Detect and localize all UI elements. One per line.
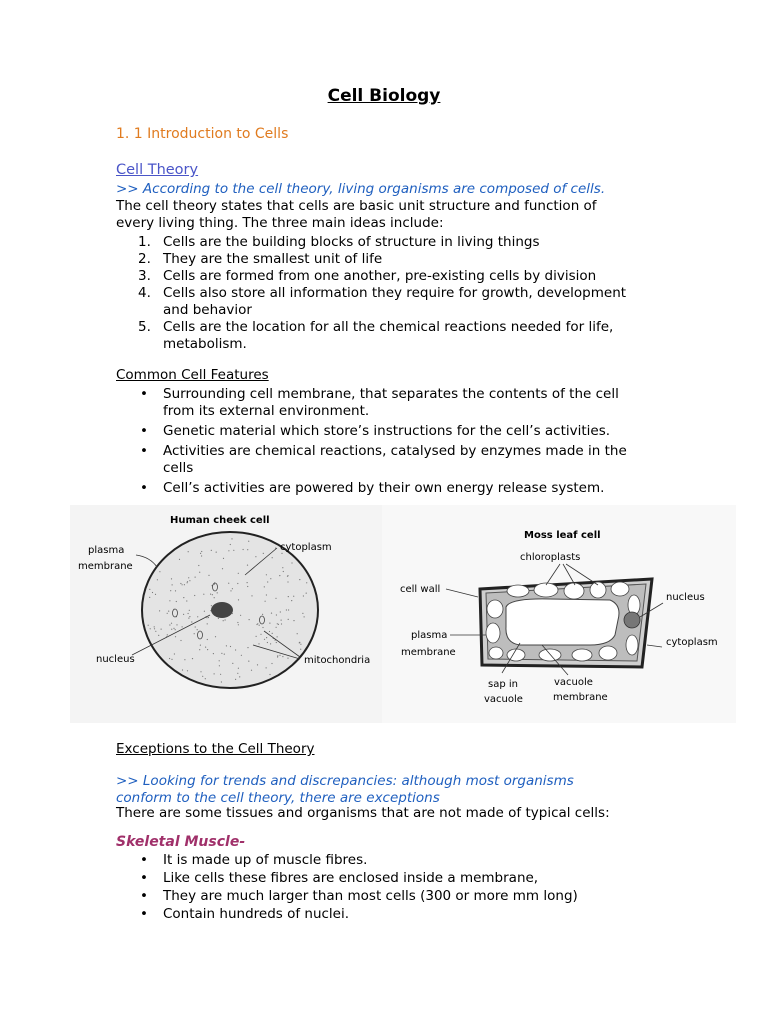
- cytoplasm-dot: [207, 623, 208, 624]
- cytoplasm-dot: [207, 649, 208, 650]
- cytoplasm-dot: [291, 562, 292, 563]
- cytoplasm-dot: [269, 631, 270, 632]
- cytoplasm-dot: [203, 594, 204, 595]
- cytoplasm-dot: [214, 673, 215, 674]
- cytoplasm-dot: [172, 584, 173, 585]
- cytoplasm-dot: [271, 613, 272, 614]
- cytoplasm-dot: [239, 676, 240, 677]
- list-marker: •: [140, 480, 148, 496]
- list-item-text: They are the smallest unit of life: [163, 251, 383, 267]
- list-item-text: cells: [163, 460, 194, 476]
- cytoplasm-dot: [199, 649, 200, 650]
- list-marker: •: [140, 443, 148, 459]
- cytoplasm-dot: [228, 583, 229, 584]
- cytoplasm-dot: [182, 626, 183, 627]
- cytoplasm-dot: [150, 628, 151, 629]
- cytoplasm-dot: [264, 586, 265, 587]
- cytoplasm-dot: [221, 653, 222, 654]
- cytoplasm-dot: [205, 647, 206, 648]
- cytoplasm-dot: [293, 596, 294, 597]
- cytoplasm-dot: [300, 644, 301, 645]
- cytoplasm-dot: [235, 679, 236, 680]
- cytoplasm-dot: [266, 637, 267, 638]
- cytoplasm-dot: [257, 623, 258, 624]
- cytoplasm-dot: [266, 574, 267, 575]
- cytoplasm-dot: [215, 636, 216, 637]
- cytoplasm-dot: [180, 583, 181, 584]
- cytoplasm-dot: [189, 610, 190, 611]
- cytoplasm-dot: [269, 623, 270, 624]
- cytoplasm-dot: [180, 640, 181, 641]
- list-item: [116, 852, 578, 869]
- label-mitochondria: mitochondria: [304, 655, 371, 666]
- cytoplasm-dot: [304, 616, 305, 617]
- cytoplasm-dot: [213, 653, 214, 654]
- cytoplasm-dot: [260, 634, 261, 635]
- cytoplasm-dot: [299, 642, 300, 643]
- cytoplasm-dot: [228, 550, 229, 551]
- cytoplasm-dot: [187, 582, 188, 583]
- cytoplasm-dot: [238, 668, 239, 669]
- label-cell-wall: cell wall: [400, 584, 441, 595]
- list-marker: •: [140, 852, 148, 868]
- cytoplasm-dot: [205, 678, 206, 679]
- label-moss-nucleus: nucleus: [666, 592, 705, 603]
- cytoplasm-dot: [189, 580, 190, 581]
- cytoplasm-dot: [266, 667, 267, 668]
- cytoplasm-dot: [201, 551, 202, 552]
- list-item-text: Cell’s activities are powered by their own energy release system.: [163, 480, 605, 496]
- cytoplasm-dot: [287, 575, 288, 576]
- cytoplasm-dot: [230, 590, 231, 591]
- cheek-nucleus-shape: [211, 602, 233, 618]
- cytoplasm-dot: [219, 665, 220, 666]
- cell-theory-heading: Cell Theory: [116, 162, 199, 178]
- cytoplasm-dot: [191, 621, 192, 622]
- cytoplasm-dot: [280, 611, 281, 612]
- skeletal-muscle-list: [116, 852, 578, 924]
- list-item: [116, 268, 626, 285]
- cytoplasm-dot: [198, 565, 199, 566]
- list-item-text: It is made up of muscle fibres.: [163, 852, 368, 868]
- cytoplasm-dot: [223, 558, 224, 559]
- list-item: [116, 251, 626, 268]
- cytoplasm-dot: [167, 634, 168, 635]
- cytoplasm-dot: [269, 674, 270, 675]
- cytoplasm-dot: [275, 598, 276, 599]
- cytoplasm-dot: [247, 586, 248, 587]
- list-item-text: Contain hundreds of nuclei.: [163, 906, 350, 922]
- page-title: Cell Biology: [327, 86, 441, 106]
- cytoplasm-dot: [155, 631, 156, 632]
- cytoplasm-dot: [169, 600, 170, 601]
- list-marker: •: [140, 888, 148, 904]
- cytoplasm-dot: [217, 592, 218, 593]
- cytoplasm-dot: [161, 629, 162, 630]
- cytoplasm-dot: [192, 658, 193, 659]
- cytoplasm-dot: [175, 590, 176, 591]
- cytoplasm-dot: [256, 636, 257, 637]
- list-item-text: Cells are the location for all the chemical reactions needed for life,: [163, 319, 614, 335]
- list-item: [116, 443, 627, 477]
- cytoplasm-dot: [171, 623, 172, 624]
- cytoplasm-dot: [240, 615, 241, 616]
- cytoplasm-dot: [287, 581, 288, 582]
- list-item: [116, 285, 626, 319]
- list-item: [116, 423, 627, 440]
- moss-nucleus-shape: [624, 612, 640, 628]
- cytoplasm-dot: [200, 645, 201, 646]
- label-vacuole-membrane: membrane: [553, 692, 608, 703]
- moss-vacuole-shape: [506, 599, 619, 645]
- cytoplasm-dot: [195, 626, 196, 627]
- cytoplasm-dot: [257, 664, 258, 665]
- cytoplasm-dot: [202, 676, 203, 677]
- cytoplasm-dot: [300, 649, 301, 650]
- cytoplasm-dot: [197, 629, 198, 630]
- list-marker: 5.: [138, 319, 151, 335]
- common-features-heading: Common Cell Features: [116, 367, 269, 383]
- list-item-text: Cells also store all information they require for growth, development: [163, 285, 627, 301]
- cytoplasm-dot: [148, 625, 149, 626]
- cytoplasm-dot: [169, 624, 170, 625]
- cytoplasm-dot: [237, 583, 238, 584]
- label-moss-membrane: membrane: [401, 647, 456, 658]
- list-marker: 4.: [138, 285, 151, 301]
- cytoplasm-dot: [247, 647, 248, 648]
- list-item-text: and behavior: [163, 302, 252, 318]
- label-cytoplasm: cytoplasm: [280, 542, 332, 553]
- cytoplasm-dot: [208, 575, 209, 576]
- cytoplasm-dot: [188, 618, 189, 619]
- label-sap-vacuole: vacuole: [484, 694, 523, 705]
- cytoplasm-dot: [243, 549, 244, 550]
- cell-theory-intro-line2: every living thing. The three main ideas include:: [116, 215, 444, 231]
- cytoplasm-dot: [263, 553, 264, 554]
- cytoplasm-dot: [276, 614, 277, 615]
- cytoplasm-dot: [237, 622, 238, 623]
- cytoplasm-dot: [270, 578, 271, 579]
- cytoplasm-dot: [282, 656, 283, 657]
- label-moss-cytoplasm: cytoplasm: [666, 637, 718, 648]
- cytoplasm-dot: [288, 619, 289, 620]
- cytoplasm-dot: [171, 578, 172, 579]
- cytoplasm-dot: [247, 549, 248, 550]
- label-vacuole: vacuole: [554, 677, 593, 688]
- cytoplasm-dot: [262, 627, 263, 628]
- cytoplasm-dot: [175, 629, 176, 630]
- list-marker: •: [140, 906, 148, 922]
- cytoplasm-dot: [187, 670, 188, 671]
- cytoplasm-dot: [171, 629, 172, 630]
- cytoplasm-dot: [152, 592, 153, 593]
- list-marker: 1.: [138, 234, 151, 250]
- label-sap-in: sap in: [488, 679, 518, 690]
- cytoplasm-dot: [149, 589, 150, 590]
- cytoplasm-dot: [277, 623, 278, 624]
- list-item-text: Like cells these fibres are enclosed inside a membrane,: [163, 870, 539, 886]
- cytoplasm-dot: [225, 619, 226, 620]
- cytoplasm-dot: [179, 559, 180, 560]
- list-item: [116, 870, 578, 887]
- cytoplasm-dot: [187, 581, 188, 582]
- cytoplasm-dot: [291, 600, 292, 601]
- list-item-text: Cells are the building blocks of structure in living things: [163, 234, 540, 250]
- cytoplasm-dot: [237, 673, 238, 674]
- cytoplasm-dot: [272, 633, 273, 634]
- cytoplasm-dot: [149, 597, 150, 598]
- cytoplasm-dot: [170, 590, 171, 591]
- cytoplasm-dot: [235, 649, 236, 650]
- cytoplasm-dot: [211, 550, 212, 551]
- skeletal-muscle-heading: Skeletal Muscle-: [116, 834, 246, 850]
- cytoplasm-dot: [283, 571, 284, 572]
- exceptions-lead-line2: conform to the cell theory, there are exceptions: [116, 790, 440, 806]
- cytoplasm-dot: [204, 611, 205, 612]
- cytoplasm-dot: [251, 595, 252, 596]
- exceptions-lead-line1: >> Looking for trends and discrepancies: although most organisms: [116, 773, 574, 789]
- cytoplasm-dot: [277, 656, 278, 657]
- section-heading: 1. 1 Introduction to Cells: [116, 126, 289, 142]
- cytoplasm-dot: [201, 555, 202, 556]
- cytoplasm-dot: [231, 538, 232, 539]
- cytoplasm-dot: [297, 633, 298, 634]
- cytoplasm-dot: [281, 623, 282, 624]
- cytoplasm-dot: [183, 614, 184, 615]
- cytoplasm-dot: [293, 620, 294, 621]
- cytoplasm-dot: [287, 658, 288, 659]
- cytoplasm-dot: [220, 674, 221, 675]
- cytoplasm-dot: [276, 642, 277, 643]
- cytoplasm-dot: [188, 577, 189, 578]
- list-item-text: Cells are formed from one another, pre-existing cells by division: [163, 268, 597, 284]
- cytoplasm-dot: [194, 595, 195, 596]
- label-plasma: plasma: [88, 545, 125, 556]
- label-nucleus: nucleus: [96, 654, 135, 665]
- list-item: [116, 319, 626, 353]
- cytoplasm-dot: [299, 579, 300, 580]
- cytoplasm-dot: [288, 596, 289, 597]
- cytoplasm-dot: [288, 609, 289, 610]
- cytoplasm-dot: [223, 620, 224, 621]
- cytoplasm-dot: [208, 617, 209, 618]
- cytoplasm-dot: [200, 553, 201, 554]
- cytoplasm-dot: [279, 575, 280, 576]
- list-item-text: from its external environment.: [163, 403, 370, 419]
- cytoplasm-dot: [184, 584, 185, 585]
- cytoplasm-dot: [247, 582, 248, 583]
- cytoplasm-dot: [159, 571, 160, 572]
- list-marker: •: [140, 870, 148, 886]
- cytoplasm-dot: [174, 653, 175, 654]
- cytoplasm-dot: [188, 551, 189, 552]
- cytoplasm-dot: [169, 658, 170, 659]
- list-item-text: They are much larger than most cells (300 or more mm long): [163, 888, 578, 904]
- cytoplasm-dot: [173, 628, 174, 629]
- list-item-text: Activities are chemical reactions, catalysed by enzymes made in the: [163, 443, 627, 459]
- moss-cell-title: Moss leaf cell: [524, 530, 601, 541]
- cell-theory-intro-line1: The cell theory states that cells are basic unit structure and function of: [116, 198, 597, 214]
- cytoplasm-dot: [210, 594, 211, 595]
- cytoplasm-dot: [262, 614, 263, 615]
- list-item-text: Surrounding cell membrane, that separates the contents of the cell: [163, 386, 619, 402]
- cytoplasm-dot: [238, 599, 239, 600]
- cytoplasm-dot: [212, 594, 213, 595]
- cytoplasm-dot: [266, 594, 267, 595]
- cytoplasm-dot: [222, 568, 223, 569]
- cytoplasm-dot: [221, 681, 222, 682]
- list-marker: 3.: [138, 268, 151, 284]
- list-marker: •: [140, 423, 148, 439]
- cytoplasm-dot: [154, 626, 155, 627]
- list-item: [116, 906, 578, 923]
- label-moss-plasma: plasma: [411, 630, 448, 641]
- exceptions-intro: There are some tissues and organisms that are not made of typical cells:: [116, 805, 610, 821]
- cytoplasm-dot: [238, 624, 239, 625]
- cytoplasm-dot: [238, 573, 239, 574]
- cytoplasm-dot: [259, 625, 260, 626]
- cytoplasm-dot: [282, 567, 283, 568]
- cytoplasm-dot: [207, 639, 208, 640]
- cytoplasm-dot: [267, 642, 268, 643]
- cytoplasm-dot: [272, 557, 273, 558]
- cytoplasm-dot: [277, 655, 278, 656]
- cytoplasm-dot: [157, 579, 158, 580]
- cytoplasm-dot: [182, 584, 183, 585]
- cytoplasm-dot: [267, 581, 268, 582]
- cell-theory-lead: >> According to the cell theory, living organisms are composed of cells.: [116, 181, 606, 197]
- cytoplasm-dot: [230, 544, 231, 545]
- list-item-text: Genetic material which store’s instructions for the cell’s activities.: [163, 423, 611, 439]
- cytoplasm-dot: [197, 616, 198, 617]
- cell-diagram-figure: [70, 505, 736, 723]
- cytoplasm-dot: [216, 552, 217, 553]
- cytoplasm-dot: [241, 655, 242, 656]
- cytoplasm-dot: [195, 577, 196, 578]
- cytoplasm-dot: [218, 618, 219, 619]
- cytoplasm-dot: [189, 616, 190, 617]
- cytoplasm-dot: [271, 663, 272, 664]
- list-item: [116, 386, 627, 420]
- cytoplasm-dot: [176, 601, 177, 602]
- cytoplasm-dot: [184, 659, 185, 660]
- cytoplasm-dot: [264, 639, 265, 640]
- list-item: [116, 234, 626, 251]
- exceptions-heading: Exceptions to the Cell Theory: [116, 741, 315, 757]
- cytoplasm-dot: [183, 597, 184, 598]
- cytoplasm-dot: [258, 643, 259, 644]
- cytoplasm-dot: [224, 654, 225, 655]
- cytoplasm-dot: [302, 613, 303, 614]
- cytoplasm-dot: [159, 610, 160, 611]
- cytoplasm-dot: [281, 620, 282, 621]
- common-features-list: [116, 386, 627, 500]
- cytoplasm-dot: [230, 646, 231, 647]
- cytoplasm-dot: [279, 655, 280, 656]
- list-marker: 2.: [138, 251, 151, 267]
- list-item: [116, 888, 578, 905]
- cytoplasm-dot: [303, 595, 304, 596]
- cytoplasm-dot: [155, 594, 156, 595]
- cytoplasm-dot: [168, 611, 169, 612]
- label-membrane: membrane: [78, 561, 133, 572]
- cytoplasm-dot: [247, 565, 248, 566]
- cytoplasm-dot: [200, 671, 201, 672]
- cheek-cell-title: Human cheek cell: [170, 515, 270, 526]
- cytoplasm-dot: [167, 613, 168, 614]
- cytoplasm-dot: [249, 619, 250, 620]
- cytoplasm-dot: [219, 660, 220, 661]
- cytoplasm-dot: [306, 582, 307, 583]
- list-item: [116, 480, 627, 497]
- cytoplasm-dot: [232, 588, 233, 589]
- cytoplasm-dot: [277, 636, 278, 637]
- cytoplasm-dot: [206, 617, 207, 618]
- cytoplasm-dot: [286, 609, 287, 610]
- cytoplasm-dot: [232, 663, 233, 664]
- label-chloroplasts: chloroplasts: [520, 552, 581, 563]
- cytoplasm-dot: [248, 541, 249, 542]
- cytoplasm-dot: [188, 613, 189, 614]
- cytoplasm-dot: [214, 597, 215, 598]
- cytoplasm-dot: [199, 572, 200, 573]
- cytoplasm-dot: [278, 624, 279, 625]
- cell-theory-list: [116, 234, 626, 353]
- cytoplasm-dot: [270, 643, 271, 644]
- cytoplasm-dot: [233, 550, 234, 551]
- cytoplasm-dot: [186, 600, 187, 601]
- cytoplasm-dot: [265, 601, 266, 602]
- cytoplasm-dot: [154, 628, 155, 629]
- cytoplasm-dot: [158, 635, 159, 636]
- cytoplasm-dot: [182, 669, 183, 670]
- cytoplasm-dot: [176, 624, 177, 625]
- cytoplasm-dot: [306, 593, 307, 594]
- list-item-text: metabolism.: [163, 336, 247, 352]
- cytoplasm-dot: [194, 633, 195, 634]
- cytoplasm-dot: [248, 661, 249, 662]
- cytoplasm-dot: [171, 659, 172, 660]
- cytoplasm-dot: [226, 645, 227, 646]
- cytoplasm-dot: [211, 605, 212, 606]
- list-marker: •: [140, 386, 148, 402]
- cytoplasm-dot: [276, 627, 277, 628]
- cytoplasm-dot: [175, 636, 176, 637]
- cytoplasm-dot: [255, 556, 256, 557]
- cytoplasm-dot: [251, 670, 252, 671]
